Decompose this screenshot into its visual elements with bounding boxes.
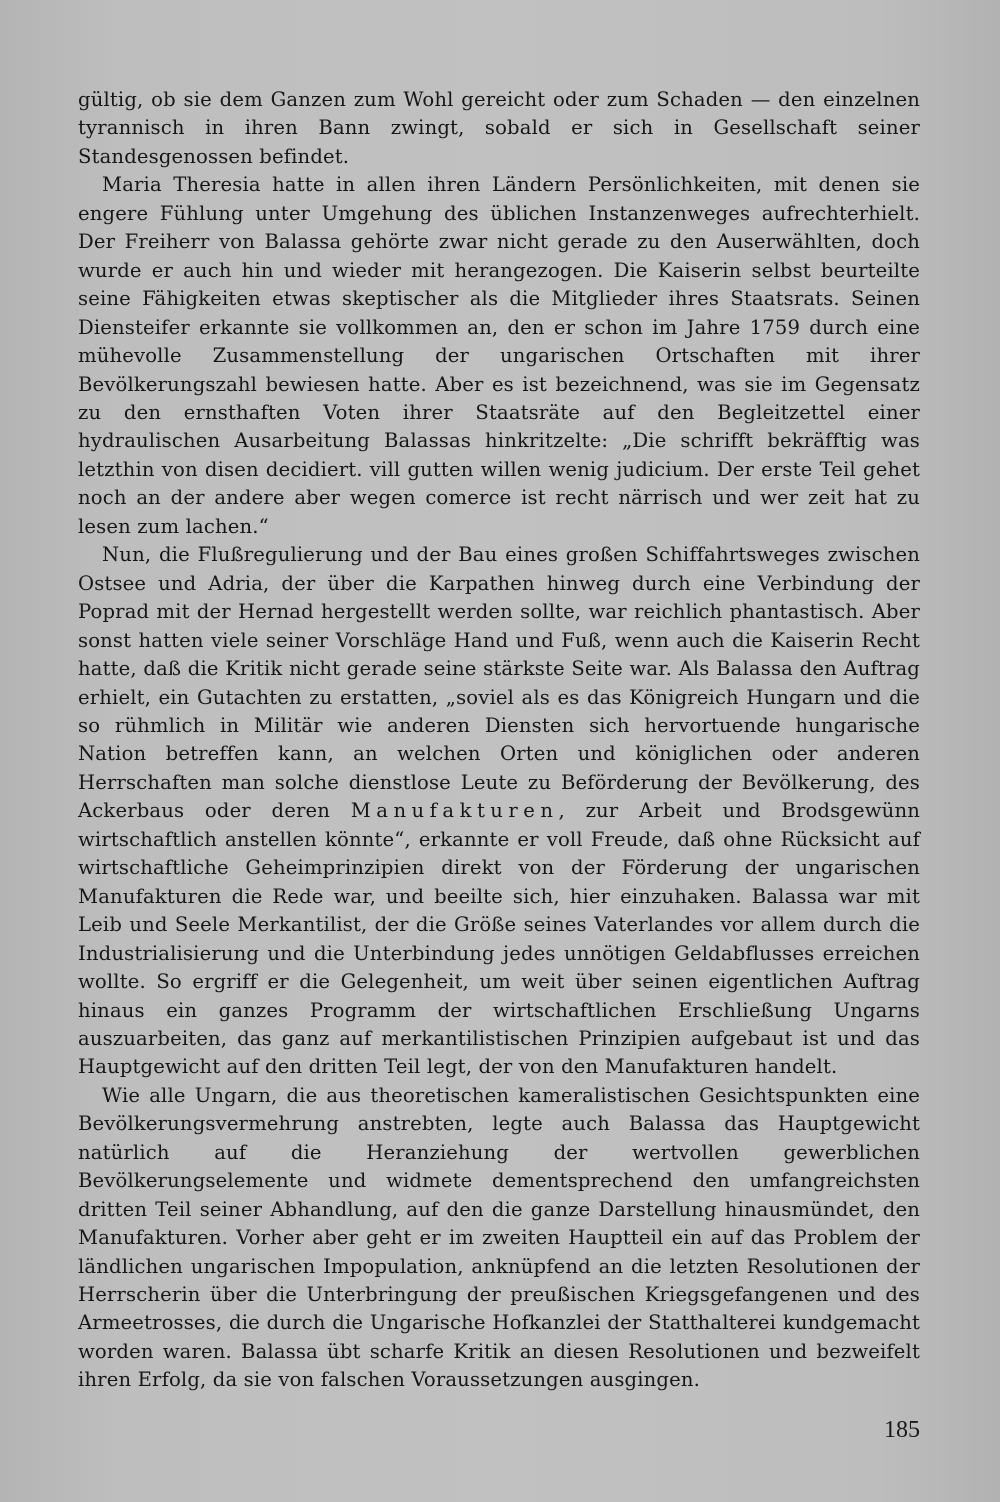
paragraph-3-text-before: Nun, die Flußregulierung und der Bau eines großen Schiffahrtsweges zwischen Ostsee und Adria, der über die Karpathen hinweg durch eine Verbindung der Poprad mit der Hernad hergestellt werden sollte, war reichlich phantastisch. Aber sonst hatten viele seiner Vorschläge Hand und Fuß, wenn auch die Kaiserin Recht hatte, daß die Kritik nicht gerade seine stärkste Seite war. Als Balassa den Auftrag erhielt, ein Gutachten zu erstatten, „soviel als es das Königreich Hungarn und die so rühmlich in Militär wie anderen Diensten sich hervortuende hungarische Nation betreffen kann, an welchen Orten und königlichen oder anderen Herrschaften man solche dienstlose Leute zu Beförderung der Bevölkerung, des Ackerbaus oder deren <box>78 543 920 823</box>
paragraph-4: Wie alle Ungarn, die aus theoretischen kameralistischen Gesichtspunkten eine Bevölkerungsvermehrung anstrebten, legte auch Balassa das Hauptgewicht natürlich auf die Heranziehung der wertvollen gewerblichen Bevölkerungselemente und widmete dementsprechend den umfangreichsten dritten Teil seiner Abhandlung, auf den die ganze Darstellung hinausmündet, den Manufakturen. Vorher aber geht er im zweiten Hauptteil ein auf das Problem der ländlichen ungarischen Impopulation, anknüpfend an die letzten Resolutionen der Herrscherin über die Unterbringung der preußischen Kriegsgefangenen und des Armeetrosses, die durch die Ungarische Hofkanzlei der Statthalterei kundgemacht worden waren. Balassa übt scharfe Kritik an diesen Resolutionen und bezweifelt ihren Erfolg, da sie von falschen Voraussetzungen ausgingen. <box>78 1083 920 1392</box>
paragraph-3-text-after: , zur Arbeit und Brodsgewünn wirtschaftlich anstellen könnte“, erkannte er voll Freude, daß ohne Rücksicht auf wirtschaftliche Geheimprinzipien direkt von der Förderung der ungarischen Manufakturen die Rede war, und beeilte sich, hier einzuhaken. Balassa war mit Leib und Seele Merkantilist, der die Größe seines Vaterlandes vor allem durch die Industrialisierung und die Unterbindung jedes unnötigen Geldabflusses erreichen wollte. So ergriff er die Gelegenheit, um weit über seinen eigentlichen Auftrag hinaus ein ganzes Programm der wirtschaftlichen Erschließung Ungarns auszuarbeiten, das ganz auf merkantilistischen Prinzipien aufgebaut ist und das Hauptgewicht auf den dritten Teil legt, der von den Manufakturen handelt. <box>78 799 920 1079</box>
body-text <box>78 86 920 1395</box>
spaced-emphasis: Manufakturen <box>350 799 559 823</box>
paragraph-2: Maria Theresia hatte in allen ihren Ländern Persönlichkeiten, mit denen sie engere Fühlung unter Umgehung des üblichen Instanzenweges aufrechterhielt. Der Freiherr von Balassa gehörte zwar nicht gerade zu den Auserwählten, doch wurde er auch hin und wieder mit herangezogen. Die Kaiserin selbst beurteilte seine Fähigkeiten etwas skeptischer als die Mitglieder ihres Staatsrats. Seinen Diensteifer erkannte sie vollkommen an, den er schon im Jahre 1759 durch eine mühevolle Zusammenstellung der ungarischen Ortschaften mit ihrer Bevölkerungszahl bewiesen hatte. Aber es ist bezeichnend, was sie im Gegensatz zu den ernsthaften Voten ihrer Staatsräte auf den Begleitzettel einer hydraulischen Ausarbeitung Balassas hinkritzelte: „Die schrifft bekräfftig was letzthin von disen decidiert. vill gutten willen wenig judicium. Der erste Teil gehet noch an der andere aber wegen comerce ist recht närrisch und wer zeit hat zu lesen zum lachen.“ <box>78 173 920 538</box>
page-number: 185 <box>884 1417 920 1443</box>
paragraph-3 <box>78 541 920 1082</box>
paragraph-1: gültig, ob sie dem Ganzen zum Wohl gereicht oder zum Schaden — den einzelnen tyrannisch in ihren Bann zwingt, sobald er sich in Gesellschaft seiner Standesgenossen befindet. <box>78 88 920 168</box>
